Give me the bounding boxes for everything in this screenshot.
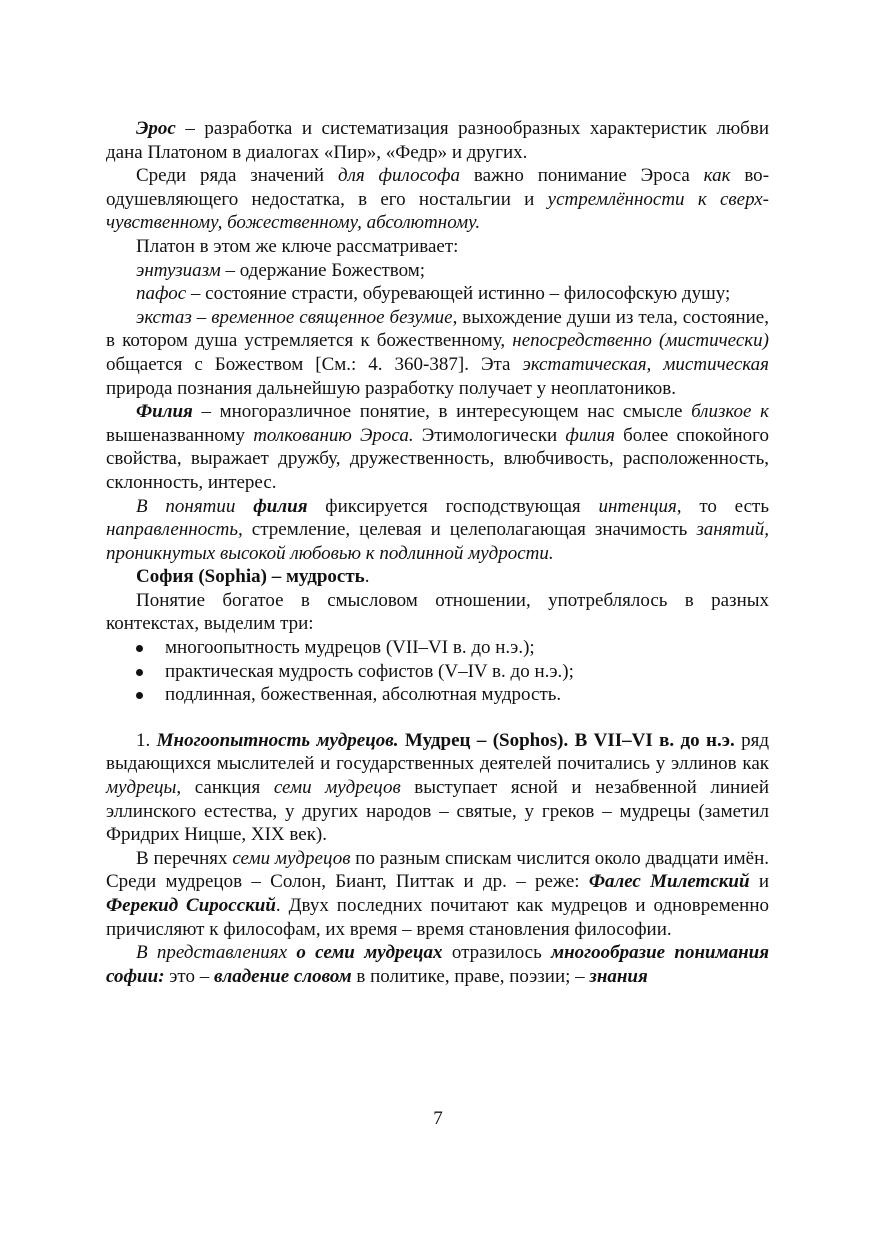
text-run: Мудрец – (Sophos). В VII–VI в. до н.э.: [398, 729, 735, 751]
text-run: устремлённости к сверхчувственному, божественному, абсолютному.: [106, 188, 769, 234]
text-run: Платон в этом же ключе рассматривает:: [136, 235, 459, 257]
text-run: о семи мудрецах: [296, 942, 443, 964]
text-run: экстаз – временное священное безумие: [136, 306, 453, 328]
text-run: близкое к: [691, 401, 769, 423]
list-item-text: практическая мудрость софистов (V–IV в. до н.э.);: [165, 660, 574, 682]
text-run: вышеназванному: [106, 424, 254, 446]
bullet-dot-icon: [136, 692, 143, 699]
text-run: – состояние страсти, обуревающей истинно – философскую душу;: [186, 283, 731, 305]
paragraph: [106, 565, 769, 589]
paragraph: [106, 495, 769, 566]
text-run: для философа: [337, 165, 461, 187]
paragraph: [106, 847, 769, 941]
text-run: филия: [253, 495, 308, 517]
text-run: выступает ясной и незабвенной линией эллинского естества, у других народов – святые, у греков – мудрецы (заметил Фридрих Ницше, XIX век).: [106, 777, 769, 846]
text-run: знания: [589, 965, 648, 987]
text-run: многообразие понимания софии:: [106, 942, 769, 987]
text-run: , выхождение души из тела, состояние, в котором душа устремляется к божественному,: [106, 306, 769, 352]
text-run: интенция,: [598, 495, 682, 517]
paragraph: [106, 164, 769, 235]
text-run: более спокойного свойства, выражает дружбу, дружественность, влюбчивость, расположенность, склонность, интерес.: [106, 424, 769, 493]
text-run: Ферекид Сиросский: [106, 895, 276, 916]
text-run: – разработка и систематизация разнообразных характеристик любви дана Платоном в диалогах «Пир», «Федр» и других.: [106, 118, 769, 163]
text-run: как: [703, 165, 731, 187]
text-run: важно понимание Эроса: [460, 165, 704, 187]
text-run: владение словом: [214, 965, 352, 987]
text-run: семи мудрецов: [273, 777, 401, 799]
list-item: [106, 683, 769, 707]
text-run: фиксируется господствующая: [307, 495, 599, 517]
paragraph: [106, 400, 769, 494]
text-run: В представлениях: [136, 942, 297, 964]
text-run: отразилось: [442, 942, 552, 964]
text-run: Филия: [136, 401, 193, 423]
text-run: В понятии: [136, 495, 254, 517]
text-run: экстатическая, мистическая: [522, 353, 769, 375]
bullet-dot-icon: [136, 669, 143, 676]
bullet-list: [106, 636, 769, 707]
text-run: природа познания дальнейшую разработку получает у неоплатоников.: [106, 377, 676, 399]
text-run: в политике, праве, поэзии; –: [351, 965, 590, 987]
list-item: [106, 660, 769, 684]
text-run: направленность,: [106, 519, 243, 541]
text-run: .: [364, 566, 370, 588]
page-body: [106, 117, 769, 988]
bullet-dot-icon: [136, 645, 143, 652]
text-run: Многоопытность мудрецов.: [156, 729, 399, 751]
text-run: ряд выдающихся мыслителей и государственных деятелей почитались у эллинов как: [106, 729, 770, 775]
paragraph: [106, 235, 769, 259]
text-run: филия: [565, 424, 615, 446]
list-item-text: многоопытность мудрецов (VII–VI в. до н.э.);: [165, 637, 535, 659]
text-run: стремление, целевая и целеполагающая значимость: [242, 519, 697, 541]
paragraph: [106, 259, 769, 283]
text-run: мудрецы: [106, 777, 177, 799]
paragraph: [106, 282, 769, 306]
text-run: это –: [164, 965, 214, 987]
paragraph: [106, 306, 769, 400]
text-run: Понятие богатое в смысловом отношении, употреблялось в разных контекстах, выделим три:: [106, 589, 769, 635]
text-run: , санкция: [176, 777, 274, 799]
text-run: то есть: [681, 495, 769, 517]
text-run: общается с Божеством [См.: 4. 360-387]. Эта: [106, 353, 523, 375]
paragraph: [106, 729, 769, 847]
text-run: Этимологически: [413, 424, 566, 446]
text-run: занятий, проникнутых высокой любовью к подлинной мудрости.: [106, 519, 769, 564]
text-run: по разным спискам числится около двадцати имён. Среди мудрецов – Солон, Биант, Питтак и др. – реже:: [106, 847, 769, 893]
text-run: непосредственно (мистически): [512, 330, 769, 352]
text-run: пафос: [136, 283, 187, 305]
list-item: [106, 636, 769, 660]
page-number: 7: [433, 1108, 443, 1129]
text-run: Эрос: [136, 118, 176, 139]
text-block-lower: [106, 729, 769, 989]
text-run: толкованию Эроса.: [253, 424, 414, 446]
text-run: семи мудрецов: [232, 847, 351, 869]
paragraph: [106, 941, 769, 988]
text-run: В перечнях: [136, 847, 233, 869]
text-run: – одержание Божеством;: [220, 259, 426, 281]
text-run: София (Sophia) – мудрость: [136, 566, 365, 588]
text-run: – многоразличное понятие, в интересующем нас смысле: [192, 401, 692, 423]
text-run: . Двух последних почитают как мудрецов и одновременно причисляют к философам, их время – время становления философии.: [106, 895, 769, 940]
text-run: воодушевляющего недостатка, в его ностальгии и: [106, 165, 770, 210]
text-run: 1.: [136, 729, 157, 751]
text-run: и: [749, 871, 769, 893]
list-item-text: подлинная, божественная, абсолютная мудрость.: [165, 684, 562, 706]
text-run: Фалес Милетский: [588, 871, 750, 893]
paragraph: [106, 117, 769, 164]
paragraph: [106, 589, 769, 636]
text-run: энтузиазм: [136, 259, 221, 281]
text-run: Среди ряда значений: [136, 165, 338, 187]
text-block-upper: [106, 117, 769, 636]
